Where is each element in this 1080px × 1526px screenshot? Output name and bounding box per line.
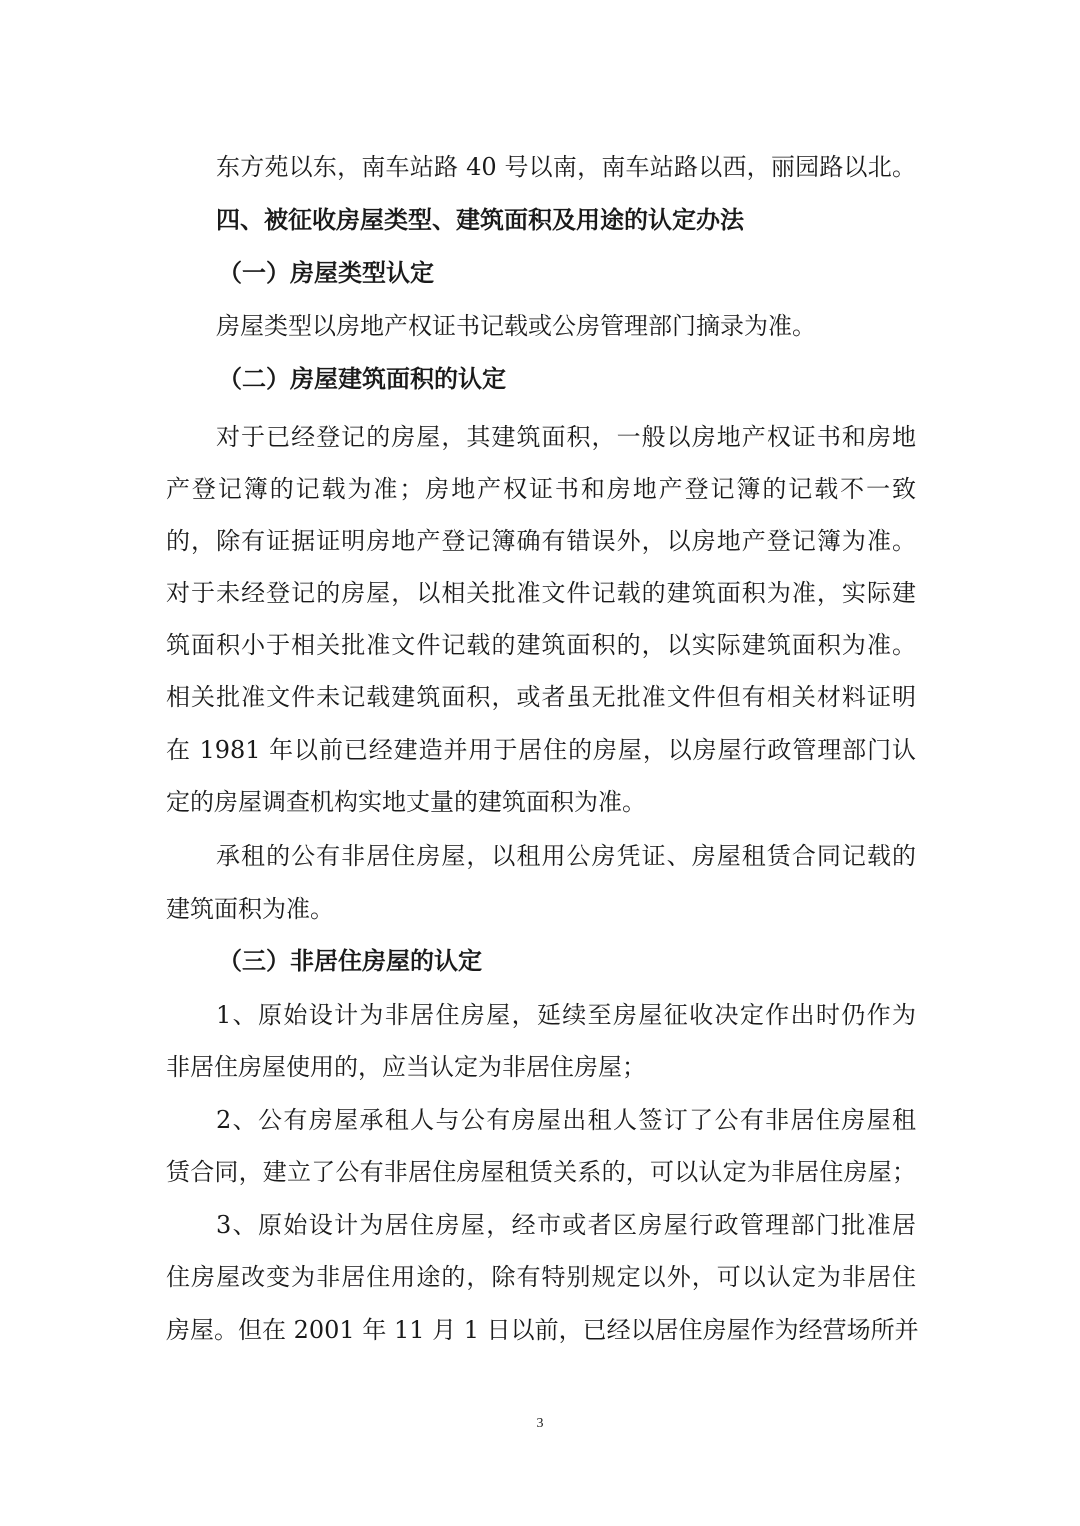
paragraph-line: 产登记簿的记载为准；房地产权证书和房地产登记簿的记载不一致 [166,475,916,503]
section-heading: 四、被征收房屋类型、建筑面积及用途的认定办法 [216,206,744,234]
subsection-heading: （一）房屋类型认定 [218,258,434,287]
paragraph-line: 房屋类型以房地产权证书记载或公房管理部门摘录为准。 [216,312,816,340]
paragraph-line: 东方苑以东，南车站路 40 号以南，南车站路以西，丽园路以北。 [216,153,916,181]
paragraph-line: 3、原始设计为居住房屋，经市或者区房屋行政管理部门批准居 [216,1211,916,1239]
subsection-heading: （二）房屋建筑面积的认定 [218,364,506,393]
paragraph-line: 房屋。但在 2001 年 11 月 1 日以前，已经以居住房屋作为经营场所并 [166,1316,919,1344]
paragraph-line: 对于已经登记的房屋，其建筑面积，一般以房地产权证书和房地 [216,423,916,451]
paragraph-line: 建筑面积为准。 [166,895,334,923]
paragraph-line: 在 1981 年以前已经建造并用于居住的房屋，以房屋行政管理部门认 [166,736,916,764]
paragraph-line: 相关批准文件未记载建筑面积，或者虽无批准文件但有相关材料证明 [166,683,916,711]
subsection-heading: （三）非居住房屋的认定 [218,946,482,975]
paragraph-line: 承租的公有非居住房屋，以租用公房凭证、房屋租赁合同记载的 [216,842,916,870]
paragraph-line: 非居住房屋使用的，应当认定为非居住房屋； [166,1053,646,1081]
paragraph-line: 1、原始设计为非居住房屋，延续至房屋征收决定作出时仍作为 [216,1001,916,1029]
page-number: 3 [536,1416,544,1431]
paragraph-line: 定的房屋调查机构实地丈量的建筑面积为准。 [166,788,646,816]
paragraph-line: 的，除有证据证明房地产登记簿确有错误外，以房地产登记簿为准。 [166,527,916,555]
paragraph-line: 筑面积小于相关批准文件记载的建筑面积的，以实际建筑面积为准。 [166,631,916,659]
paragraph-line: 对于未经登记的房屋，以相关批准文件记载的建筑面积为准，实际建 [166,579,916,607]
paragraph-line: 赁合同，建立了公有非居住房屋租赁关系的，可以认定为非居住房屋； [166,1158,916,1186]
paragraph-line: 2、公有房屋承租人与公有房屋出租人签订了公有非居住房屋租 [216,1106,916,1134]
paragraph-line: 住房屋改变为非居住用途的，除有特别规定以外，可以认定为非居住 [166,1263,916,1291]
